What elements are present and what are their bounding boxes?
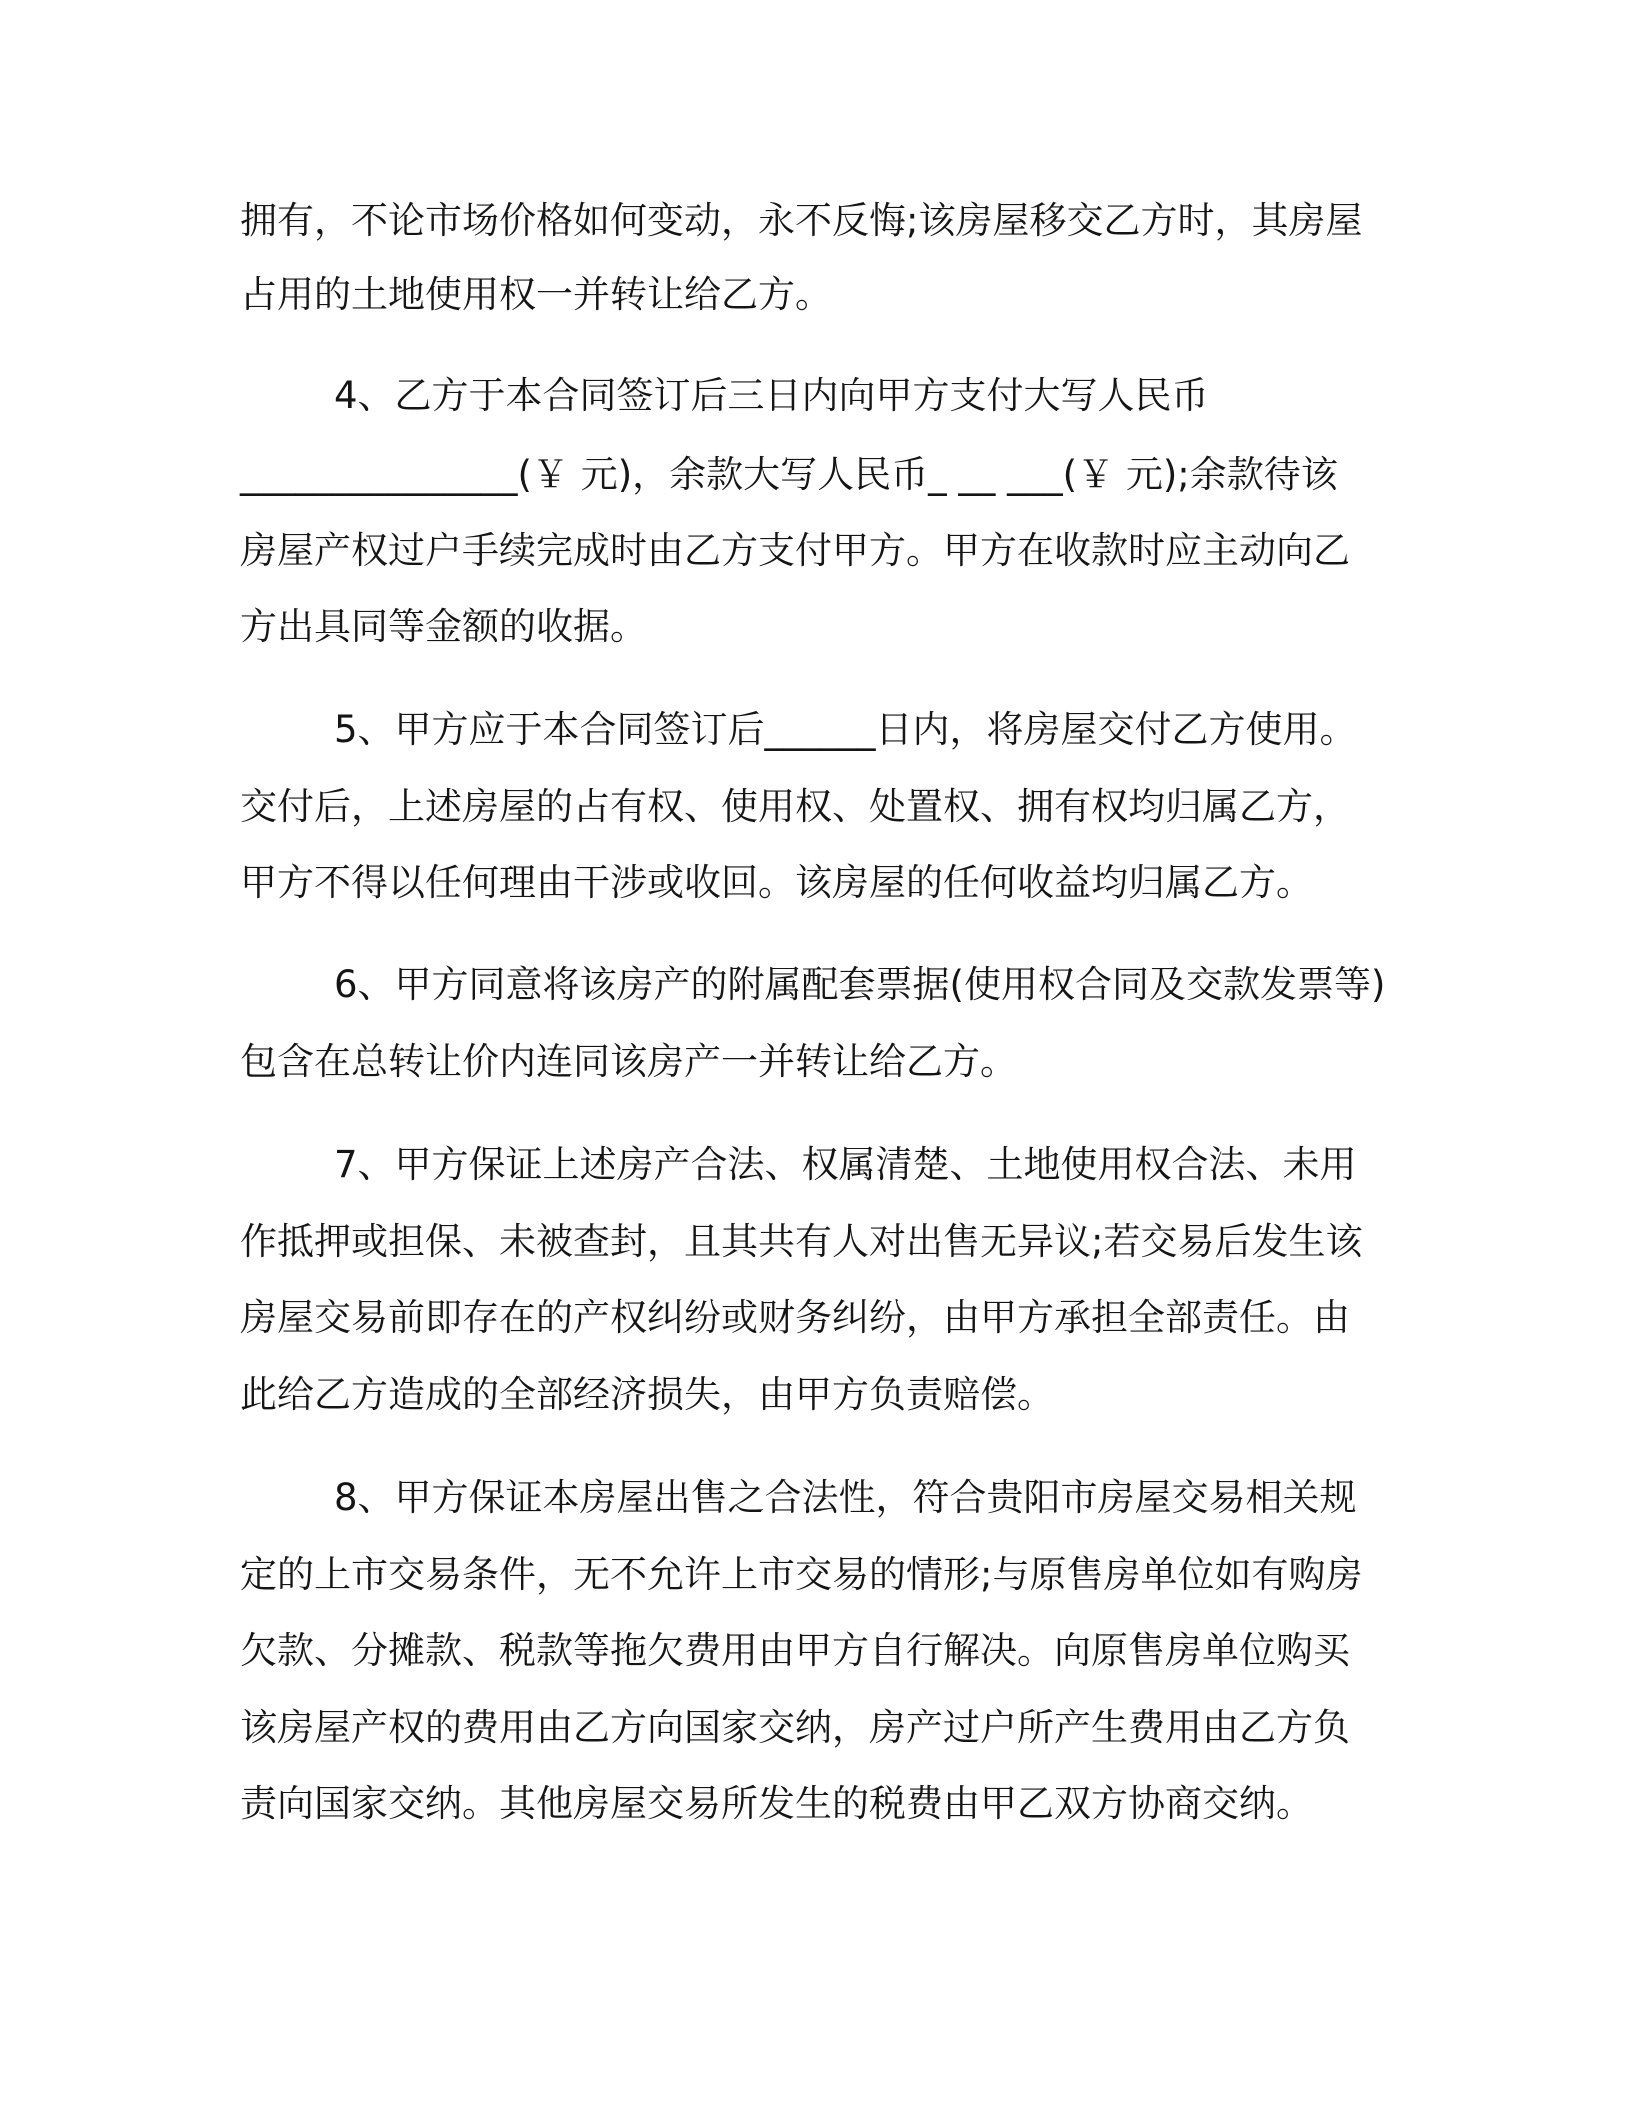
text-line: 交付后，上述房屋的占有权、使用权、处置权、拥有权均归属乙方， [240,785,1350,828]
text-line: 作抵押或担保、未被查封，且其共有人对出售无异议;若交易后发生该 [240,1220,1363,1263]
text-line: 该房屋产权的费用由乙方向国家交纳，房产过户所产生费用由乙方负 [240,1706,1350,1749]
text-line: 房屋产权过户手续完成时由乙方支付甲方。甲方在收款时应主动向乙 [240,529,1350,572]
text-line: 拥有，不论市场价格如何变动，永不反悔;该房屋移交乙方时，其房屋 [240,199,1363,242]
text-line: 定的上市交易条件，无不允许上市交易的情形;与原售房单位如有购房 [240,1553,1363,1596]
clause-6-first-line: 6、甲方同意将该房产的附属配套票据(使用权合同及交款发票等) [334,963,1386,1006]
clause-8-first-line: 8、甲方保证本房屋出售之合法性，符合贵阳市房屋交易相关规 [334,1476,1357,1519]
text-line: 责向国家交纳。其他房屋交易所发生的税费由甲乙双方协商交纳。 [240,1782,1313,1825]
text-line: 甲方不得以任何理由干涉或收回。该房屋的任何收益均归属乙方。 [240,861,1313,904]
text-line: _______________(￥ 元)，余款大写人民币_ __ ___(￥ 元);余款待该 [240,453,1338,496]
text-line: 房屋交易前即存在的产权纠纷或财务纠纷，由甲方承担全部责任。由 [240,1296,1350,1339]
clause-4-first-line: 4、乙方于本合同签订后三日内向甲方支付大写人民币 [334,374,1209,417]
clause-5-first-line: 5、甲方应于本合同签订后______日内，将房屋交付乙方使用。 [334,708,1357,751]
text-line: 此给乙方造成的全部经济损失，由甲方负责赔偿。 [240,1373,1054,1416]
text-line: 占用的土地使用权一并转让给乙方。 [240,273,832,316]
text-line: 方出具同等金额的收据。 [240,605,647,648]
text-line: 包含在总转让价内连同该房产一并转让给乙方。 [240,1040,1017,1083]
clause-7-first-line: 7、甲方保证上述房产合法、权属清楚、土地使用权合法、未用 [334,1143,1357,1186]
text-line: 欠款、分摊款、税款等拖欠费用由甲方自行解决。向原售房单位购买 [240,1629,1350,1672]
